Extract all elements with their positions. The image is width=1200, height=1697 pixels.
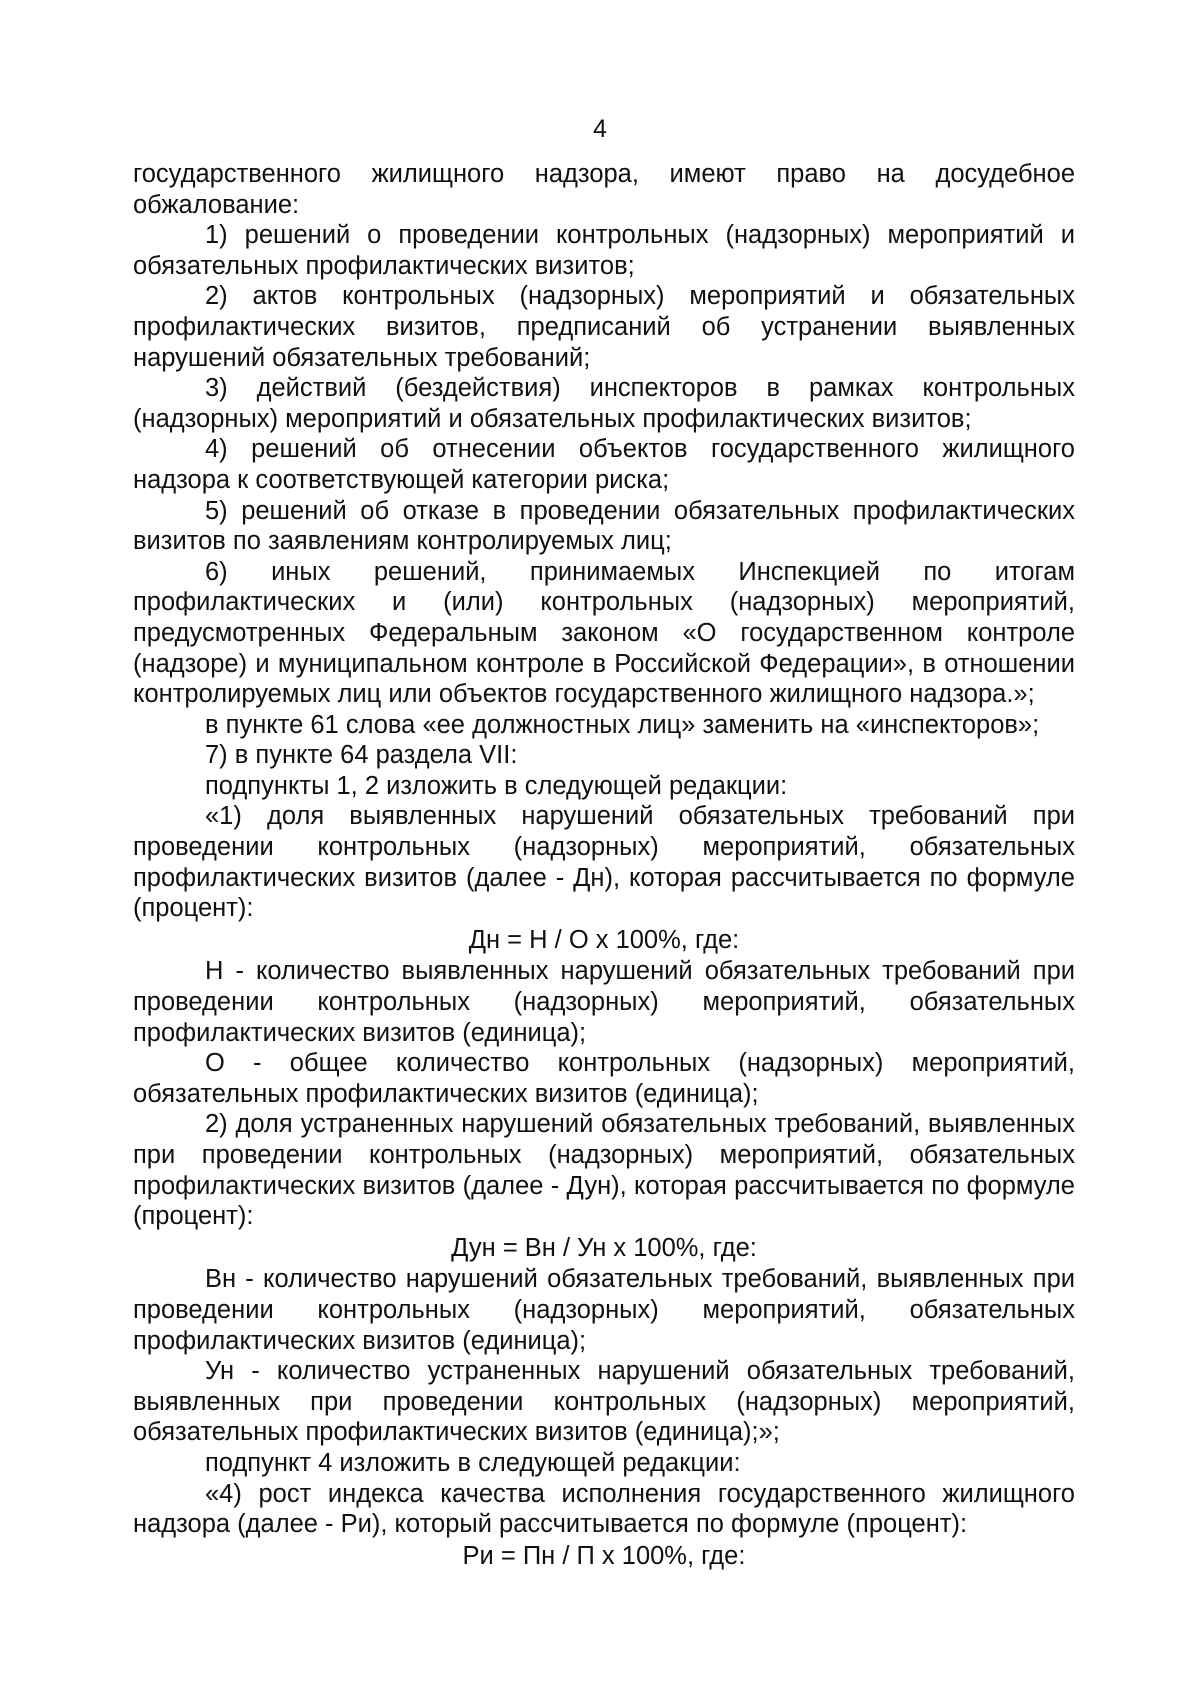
list-item-6: 6) иных решений, принимаемых Инспекцией по итогам профилактических и (или) контрольных (надзорных) мероприятий, предусмотренных Федеральным законом «О государственном контроле (надзоре) и муниципальном контроле в Российской Федерации», в отношении контролируемых лиц или объектов государственного жилищного надзора.»; — [133, 557, 1075, 709]
document-body — [133, 159, 1075, 1572]
list-item-1: 1) решений о проведении контрольных (надзорных) мероприятий и обязательных профилактических визитов; — [133, 221, 1075, 280]
amendment-subitem-4: подпункт 4 изложить в следующей редакции: — [205, 1448, 741, 1477]
list-item-3: 3) действий (бездействия) инспекторов в рамках контрольных (надзорных) мероприятий и обязательных профилактических визитов; — [133, 374, 1075, 433]
indicator-4-definition: «4) рост индекса качества исполнения государственного жилищного надзора (далее - Ри), который рассчитывается по формуле (процент): — [133, 1479, 1075, 1539]
paragraph-continuation: государственного жилищного надзора, имеют право на досудебное обжалование: — [133, 160, 1075, 219]
variable-un-definition: Ун - количество устраненных нарушений обязательных требований, выявленных при проведении контрольных (надзорных) мероприятий, обязательных профилактических визитов (единица);»; — [133, 1357, 1075, 1447]
variable-vn-definition: Вн - количество нарушений обязательных требований, выявленных при проведении контрольных (надзорных) мероприятий, обязательных профилактических визитов (единица); — [133, 1265, 1075, 1355]
formula-dn: Дн = Н / О х 100%, где: — [468, 925, 740, 954]
formula-ri: Ри = Пн / П х 100%, где: — [462, 1541, 746, 1570]
list-item-2: 2) актов контрольных (надзорных) мероприятий и обязательных профилактических визитов, предписаний об устранении выявленных нарушений обязательных требований; — [133, 282, 1075, 372]
variable-o-definition: О - общее количество контрольных (надзорных) мероприятий, обязательных профилактических визитов (единица); — [133, 1049, 1075, 1108]
amendment-subitems-1-2: подпункты 1, 2 изложить в следующей редакции: — [205, 771, 788, 800]
page-number: 4 — [593, 115, 607, 143]
amendment-clause-61: в пункте 61 слова «ее должностных лиц» заменить на «инспекторов»; — [205, 710, 1040, 739]
variable-n-definition: Н - количество выявленных нарушений обязательных требований при проведении контрольных (надзорных) мероприятий, обязательных профилактических визитов (единица); — [133, 957, 1075, 1047]
formula-dun: Дун = Вн / Ун х 100%, где: — [451, 1233, 757, 1262]
indicator-1-definition: «1) доля выявленных нарушений обязательных требований при проведении контрольных (надзорных) мероприятий, обязательных профилактических визитов (далее - Дн), которая рассчитывается по формуле (процент): — [133, 802, 1075, 923]
amendment-item-7: 7) в пункте 64 раздела VII: — [205, 741, 518, 770]
list-item-5: 5) решений об отказе в проведении обязательных профилактических визитов по заявлениям контролируемых лиц; — [133, 496, 1075, 556]
list-item-4: 4) решений об отнесении объектов государственного жилищного надзора к соответствующей категории риска; — [133, 435, 1075, 494]
indicator-2-definition: 2) доля устраненных нарушений обязательных требований, выявленных при проведении контрольных (надзорных) мероприятий, обязательных профилактических визитов (далее - Дун), которая рассчитывается по формуле (процент): — [133, 1110, 1075, 1231]
